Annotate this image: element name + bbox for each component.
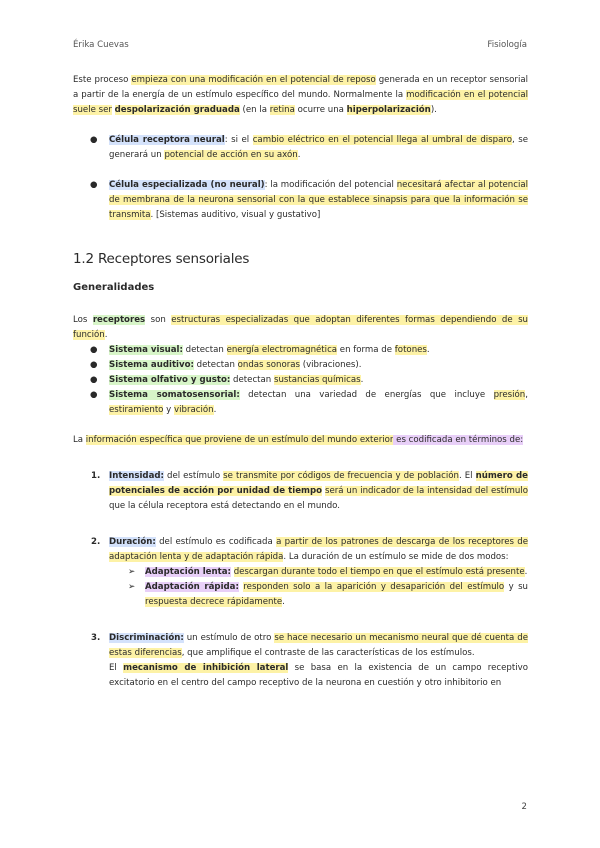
list-item-discrimination: 3. Discriminación: un estímulo de otro se hace necesario un mecanismo neural que dé cuenta de estas diferencias, que amplifique el contraste de las características de los estímulos. El mecanismo de inhibición lateral se basa en la existencia de un campo receptivo excitatorio en el centro del campo receptivo de la neurona en cuestión y otro inhibitorio en	[91, 633, 528, 688]
coding-paragraph: La información específica que proviene de un estímulo del mundo exterior es codificada en términos de:	[73, 435, 524, 445]
cell-types-list	[73, 133, 528, 223]
page-number: 2	[521, 802, 527, 812]
intro-paragraph: Este proceso empieza con una modificación en el potencial de reposo generada en un receptor sensorial a partir de la energía de un estímulo específico del mundo. Normalmente la modificación en el potencial suele ser despolarización graduada (en la retina ocurre una hiperpolarización).	[73, 75, 528, 115]
arrow-bullet-icon: ➢	[128, 567, 136, 577]
systems-list	[73, 343, 528, 418]
list-item-intensity: 1. Intensidad: del estímulo se transmite por códigos de frecuencia y de población. El número de potenciales de acción por unidad de tiempo será un indicador de la intensidad del estímulo que la célula receptora está detectando en el mundo.	[91, 471, 528, 511]
bullet-icon: ●	[90, 360, 98, 370]
bullet-icon: ●	[90, 180, 98, 190]
list-item: ➢ Adaptación rápida: responden solo a la aparición y desaparición del estímulo y su respuesta decrece rápidamente.	[128, 582, 529, 607]
page-content	[73, 73, 528, 691]
bullet-icon: ●	[90, 345, 98, 355]
bullet-icon: ●	[90, 375, 98, 385]
bullet-icon: ●	[90, 135, 98, 145]
header-subject: Fisiología	[487, 40, 527, 50]
subsection-title: Generalidades	[73, 282, 155, 293]
header-author: Érika Cuevas	[73, 40, 129, 50]
list-item: ● Sistema auditivo: detectan ondas sonoras (vibraciones).	[73, 358, 528, 373]
section-title: 1.2 Receptores sensoriales	[73, 251, 250, 267]
list-item: ● Sistema visual: detectan energía electromagnética en forma de fotones.	[73, 343, 528, 358]
coding-list	[73, 469, 528, 691]
bullet-icon: ●	[90, 390, 98, 400]
arrow-bullet-icon: ➢	[128, 582, 136, 592]
duration-modes-list	[73, 565, 528, 610]
list-item: ● Sistema olfativo y gusto: detectan sustancias químicas.	[73, 373, 528, 388]
list-item: ● Célula receptora neural: si el cambio eléctrico en el potencial llega al umbral de disparo, se generará un potencial de acción en su axón.	[90, 135, 528, 160]
list-item: ● Célula especializada (no neural): la modificación del potencial necesitará afectar al potencial de membrana de la neurona sensorial con la que establece sinapsis para que la información se transmita. [Sistemas auditivo, visual y gustativo]	[90, 180, 529, 220]
list-item: ➢ Adaptación lenta: descargan durante todo el tiempo en que el estímulo está presente.	[73, 565, 528, 580]
list-item-duration: 2. Duración: del estímulo es codificada a partir de los patrones de descarga de los receptores de adaptación lenta y de adaptación rápida. La duración de un estímulo se mide de dos modos: ➢ Adaptación lenta: descargan durante todo el tiempo en que el estímulo está presente. ➢ Adaptación rápida: responden solo a la aparición y desaparición del estímulo y su respuesta decrece rápidamente.	[73, 535, 528, 610]
receptors-paragraph: Los receptores son estructuras especializadas que adoptan diferentes formas dependiendo de su función.	[73, 315, 528, 340]
list-item: ● Sistema somatosensorial: detectan una variedad de energías que incluye presión, estiramiento y vibración.	[90, 390, 528, 415]
